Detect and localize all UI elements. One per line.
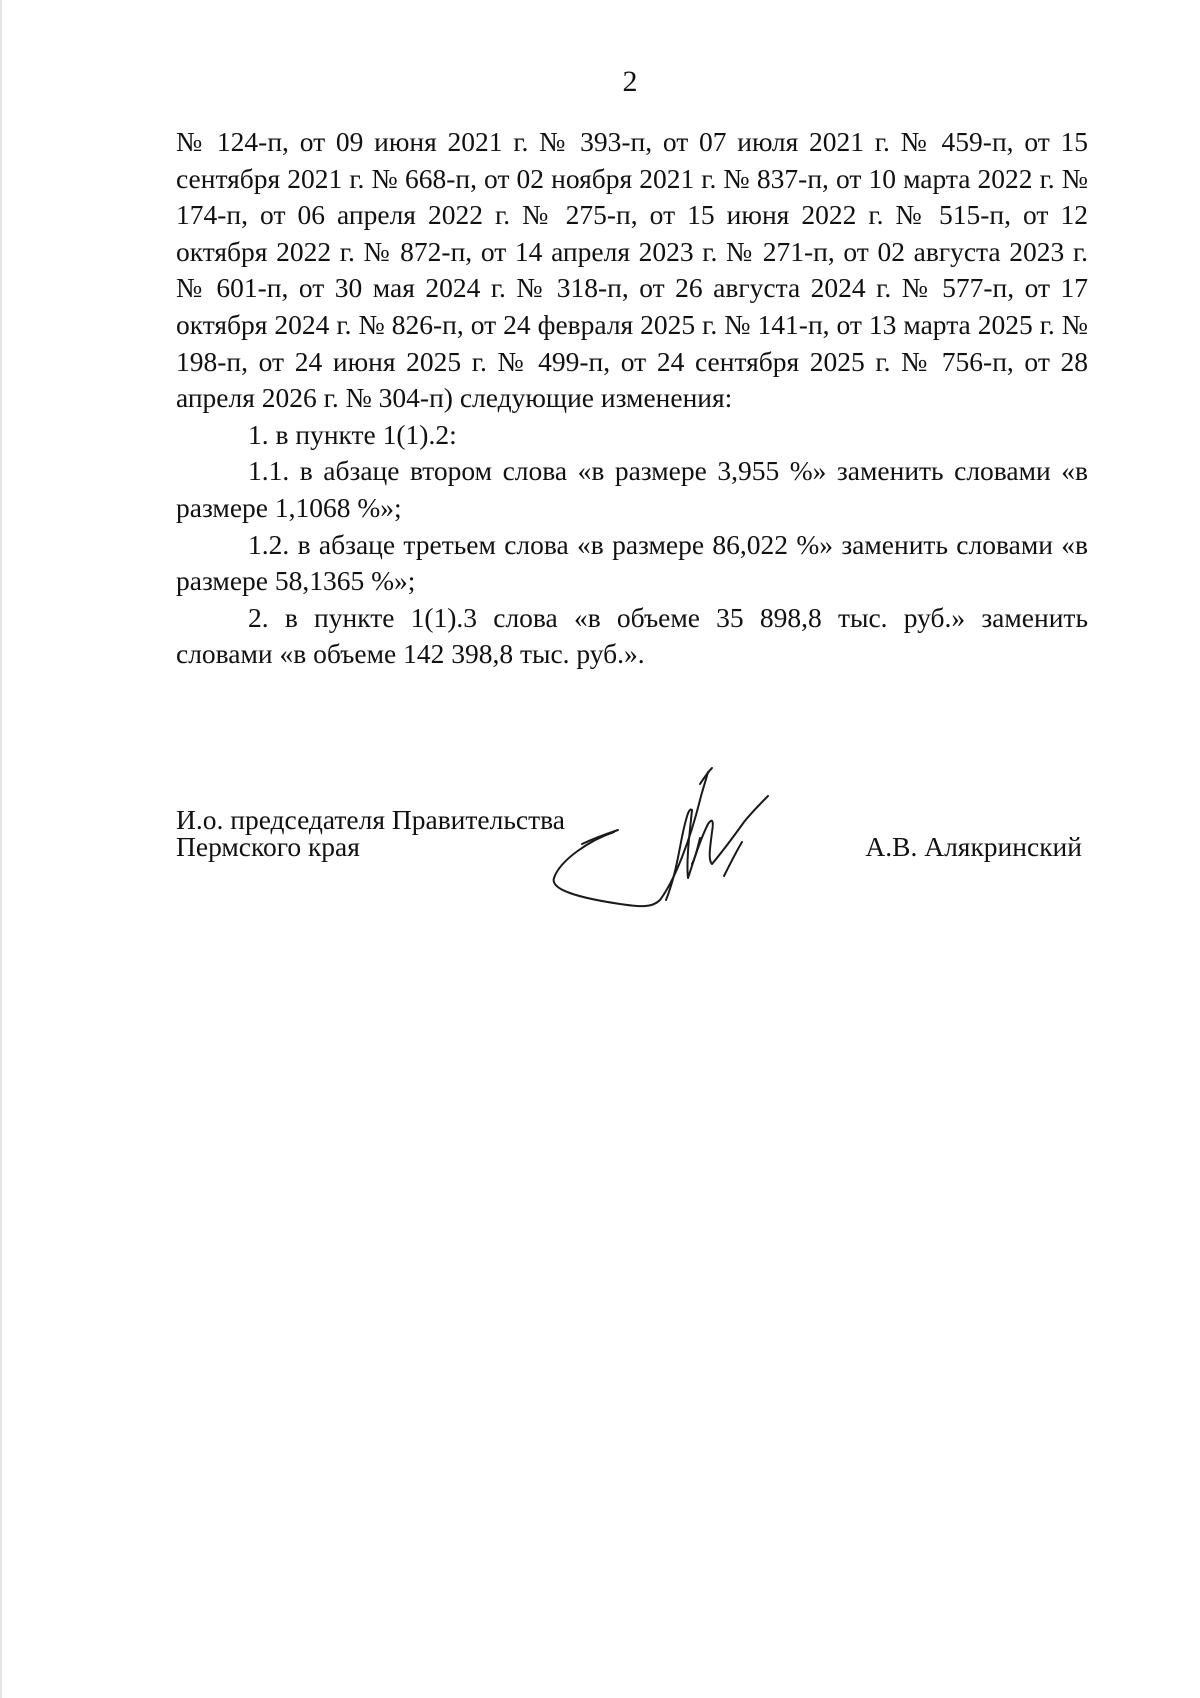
paragraph-item-2: 2. в пункте 1(1).3 слова «в объеме 35 898,8 тыс. руб.» заменить словами «в объеме 142 398,8 тыс. руб.».: [176, 601, 1088, 670]
signer-position-line2: Пермского края: [176, 831, 360, 862]
signer-position-line1: И.о. председателя Правительства: [176, 804, 565, 835]
signer-position: [176, 806, 565, 860]
signer-name: А.В. Алякринский: [865, 831, 1082, 862]
paragraph-item-1: 1. в пункте 1(1).2:: [248, 418, 457, 450]
document-body: [176, 124, 1088, 673]
paragraph-item-1-2: 1.2. в абзаце третьем слова «в размере 86,022 %» заменить словами «в размере 58,1365 %»;: [176, 528, 1088, 597]
paragraph-item-1-1: 1.1. в абзаце втором слова «в размере 3,955 %» заменить словами «в размере 1,1068 %»;: [176, 455, 1088, 523]
paragraph-amendments-list: № 124-п, от 09 июня 2021 г. № 393-п, от 07 июля 2021 г. № 459-п, от 15 сентября 2021 г. № 668-п, от 02 ноября 2021 г. № 837-п, от 10 марта 2022 г. № 174-п, от 06 апреля 2022 г. № 275-п, от 15 июня 2022 г. № 515-п, от 12 октября 2022 г. № 872-п, от 14 апреля 2023 г. № 271-п, от 02 августа 2023 г. № 601-п, от 30 мая 2024 г. № 318-п, от 26 августа 2024 г. № 577-п, от 17 октября 2024 г. № 826-п, от 24 февраля 2025 г. № 141-п, от 13 марта 2025 г. № 198-п, от 24 июня 2025 г. № 499-п, от 24 сентября 2025 г. № 756-п, от 28 апреля 2026 г. № 304-п) следующие изменения:: [176, 126, 1088, 414]
scan-edge: [0, 0, 2, 1698]
page-number: 2: [622, 65, 638, 98]
handwritten-signature: [540, 760, 840, 920]
